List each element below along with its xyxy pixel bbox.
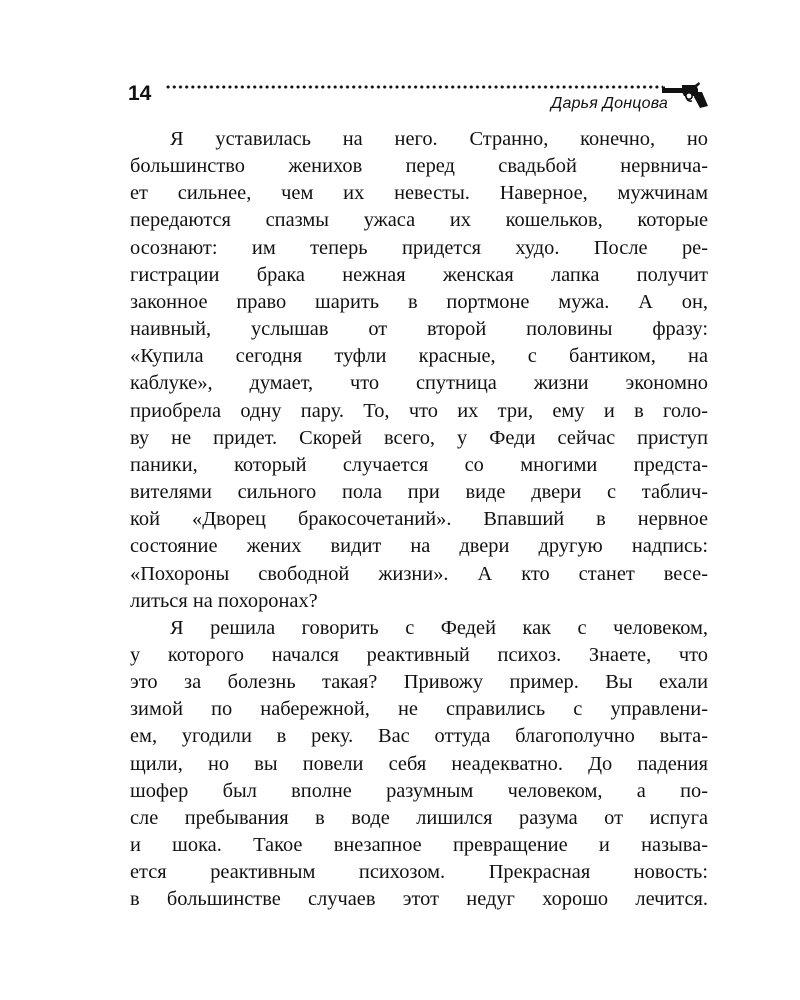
text-line: сле пребывания в воде лишился разума от испуга <box>130 806 708 829</box>
text-line: гистрации брака нежная женская лапка получит <box>130 263 708 286</box>
text-line: состояние жених видит на двери другую надпись: <box>130 535 708 558</box>
text-line: передаются спазмы ужаса их кошельков, которые <box>130 209 708 232</box>
text-line: в большинстве случаев этот недуг хорошо лечится. <box>130 888 708 911</box>
text-line: паники, который случается со многими предста- <box>130 453 708 476</box>
running-head-author: Дарья Донцова <box>551 95 668 112</box>
text-line: ву не придет. Скорей всего, у Феди сейчас приступ <box>130 426 708 449</box>
text-line: Я уставилась на него. Странно, конечно, но <box>170 128 708 150</box>
text-line: большинство женихов перед свадьбой нервнича- <box>130 155 708 178</box>
text-line: ем, угодили в реку. Вас оттуда благополучно выта- <box>130 725 708 748</box>
text-line: Я решила говорить с Федей как с человеком, <box>170 616 708 639</box>
text-line: и шока. Такое внезапное превращение и называ- <box>130 834 708 857</box>
text-line: каблуке», думает, что спутница жизни экономно <box>130 372 708 395</box>
text-line: приобрела одну пару. То, что их три, ему и в голо- <box>130 399 708 422</box>
text-line: ется реактивным психозом. Прекрасная новость: <box>130 861 708 884</box>
revolver-icon <box>662 80 708 110</box>
text-line: зимой по набережной, не справились с управлени- <box>130 698 708 721</box>
body-text <box>130 126 708 914</box>
text-line: наивный, услышав от второй половины фразу: <box>130 318 708 341</box>
text-line: ет сильнее, чем их невесты. Наверное, мужчинам <box>130 182 708 205</box>
text-line: кой «Дворец бракосочетаний». Впавший в нервное <box>130 508 708 531</box>
paragraph <box>130 615 708 914</box>
text-line: законное право шарить в портмоне мужа. А он, <box>130 290 708 313</box>
text-line: осознают: им теперь придется худо. После ре- <box>130 236 708 259</box>
text-line: литься на похоронах? <box>130 589 318 612</box>
text-line: «Купила сегодня туфли красные, с бантиком, на <box>130 345 708 368</box>
text-line: вителями сильного пола при виде двери с таблич- <box>130 481 708 504</box>
paragraph <box>130 126 708 615</box>
page-number: 14 <box>128 82 152 105</box>
text-line: щили, но вы повели себя неадекватно. До падения <box>130 752 708 775</box>
text-line: это за болезнь такая? Привожу пример. Вы ехали <box>130 671 708 694</box>
text-line: «Похороны свободной жизни». А кто станет весе- <box>130 562 708 585</box>
dotted-rule <box>165 85 663 89</box>
text-line: шофер был вполне разумным человеком, а по- <box>130 779 708 802</box>
text-line: у которого начался реактивный психоз. Знаете, что <box>130 643 708 666</box>
